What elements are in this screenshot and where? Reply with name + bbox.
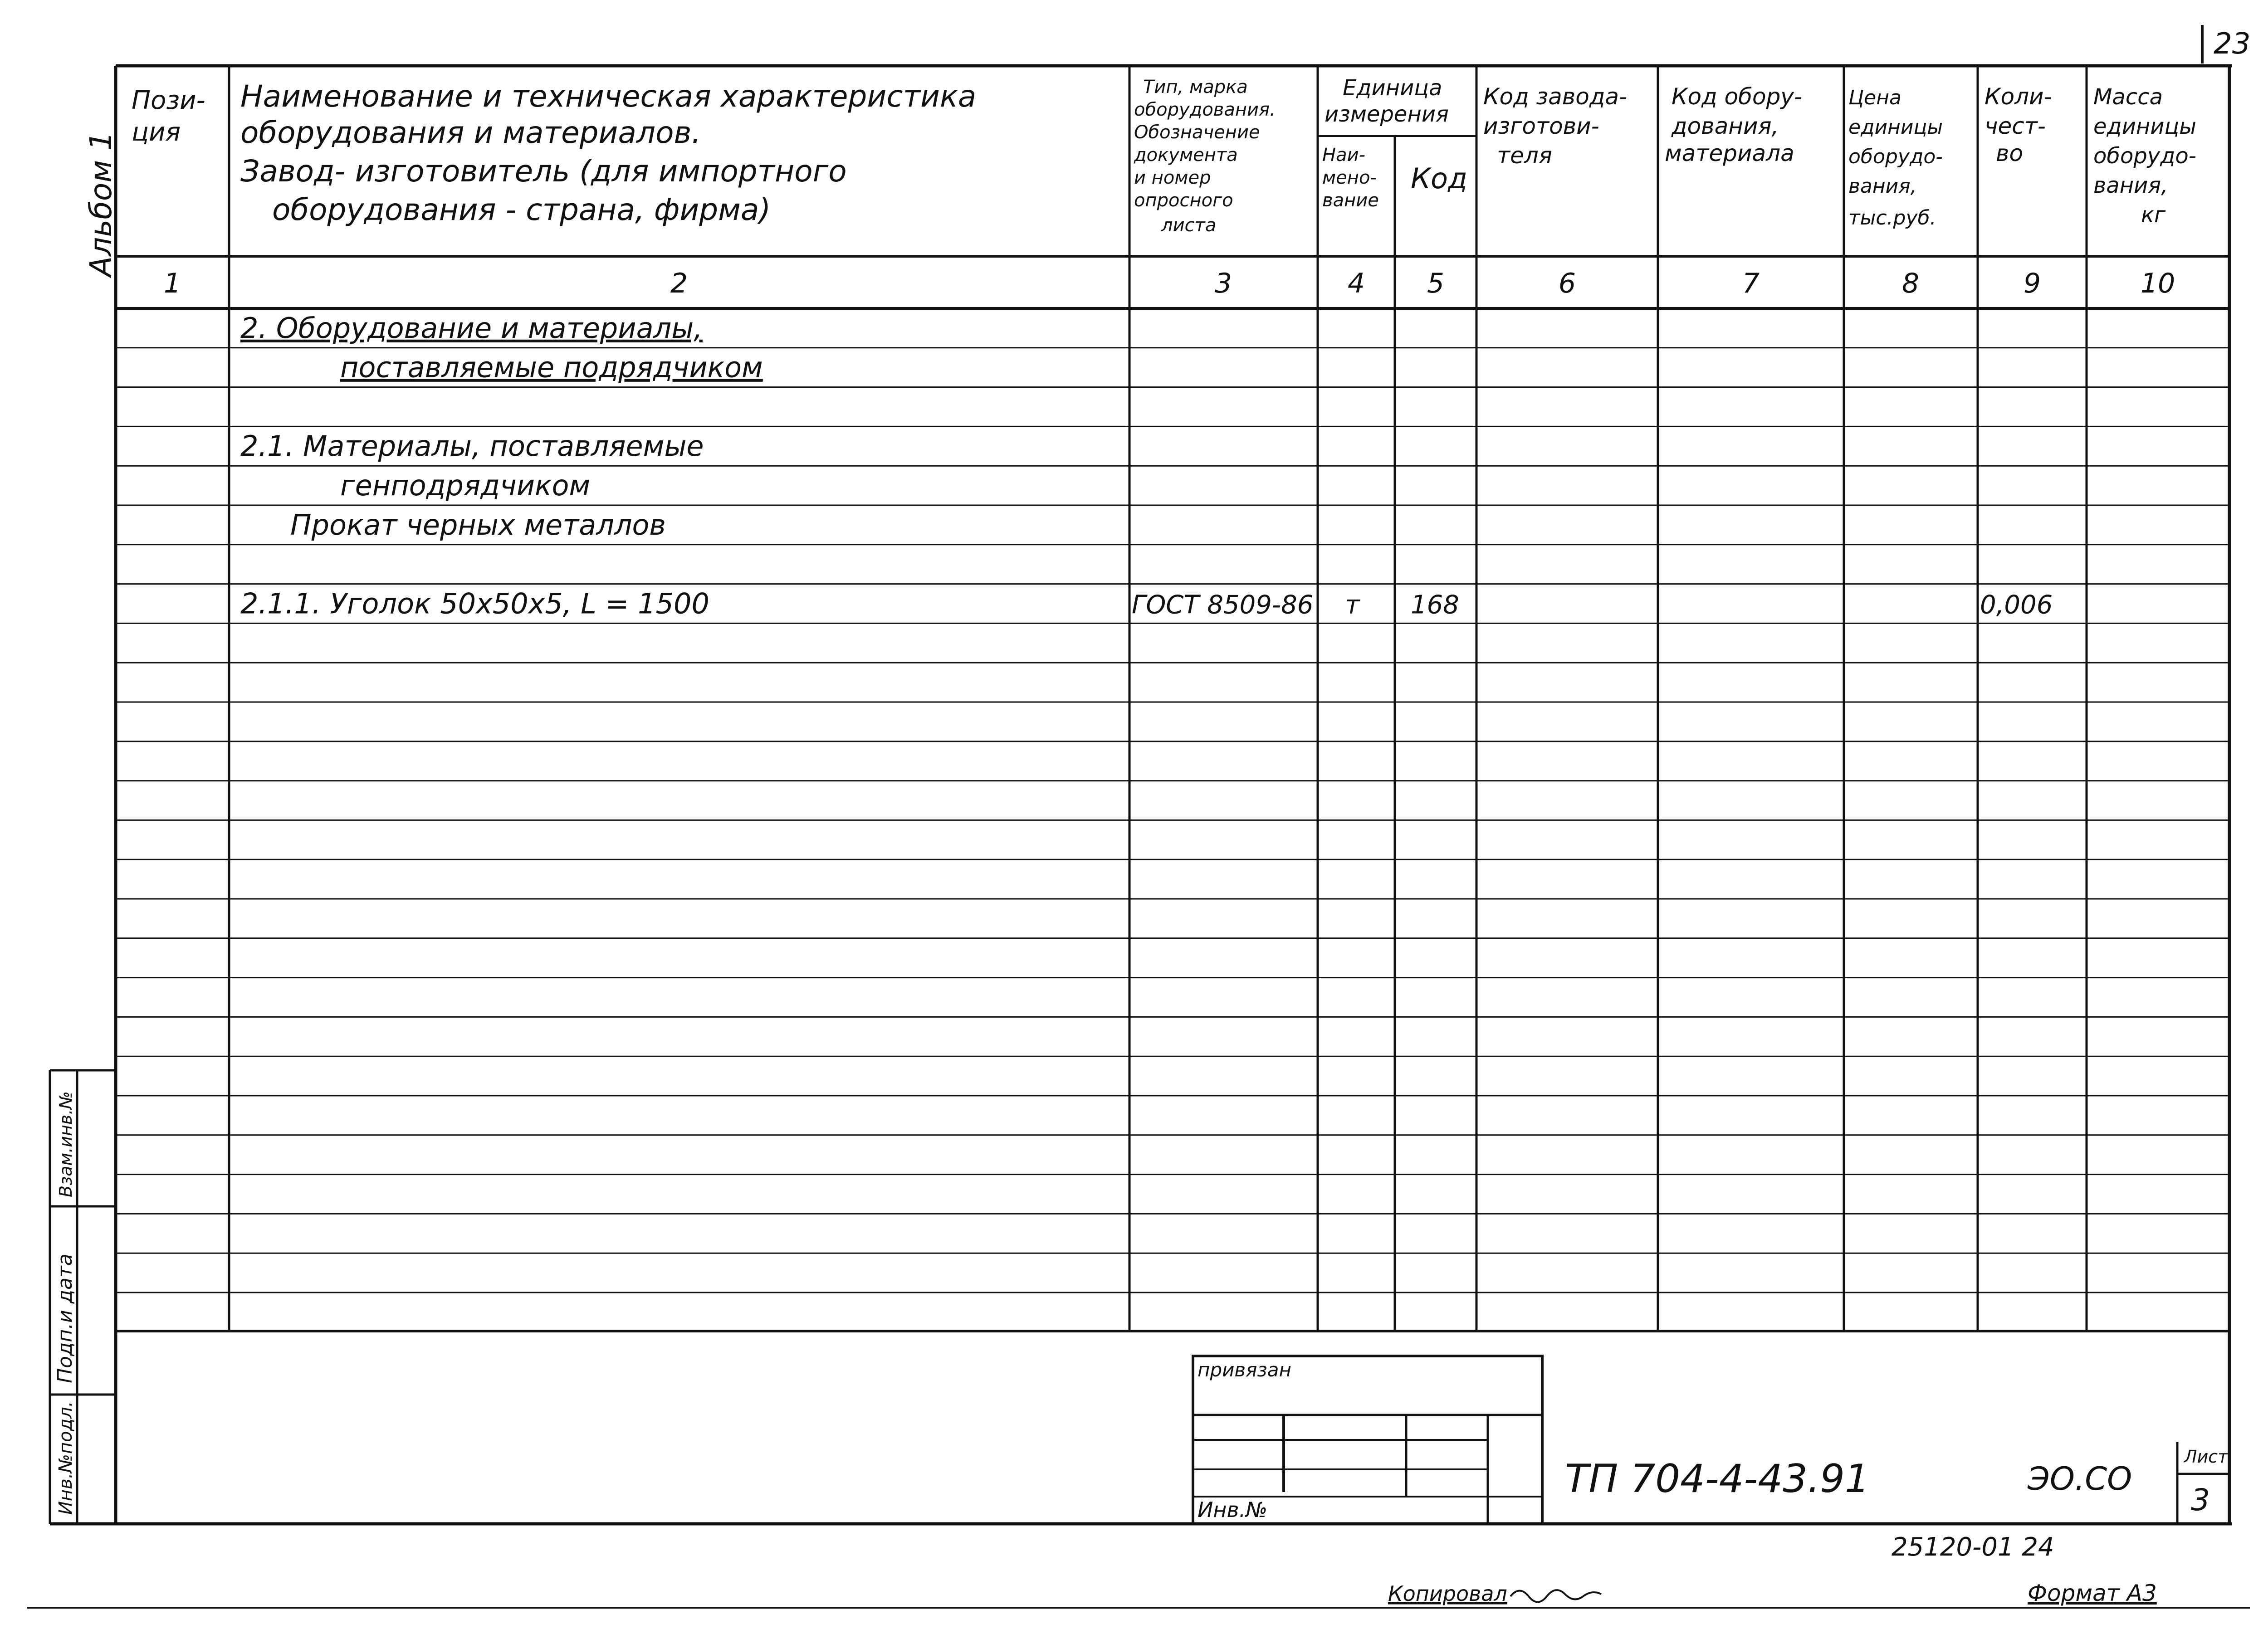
doc-code: ТП 704-4-43.91: [1565, 1456, 1870, 1502]
row-name: 2.1. Материалы, поставляемые: [240, 429, 704, 463]
header-col4: Наи- мено- вание: [1322, 145, 1379, 211]
row-name: Прокат черных металлов: [290, 508, 666, 541]
colnum-3: 3: [1214, 268, 1232, 299]
table-row: [340, 469, 590, 502]
colnum-9: 9: [2023, 268, 2041, 299]
colnum-5: 5: [1427, 268, 1445, 299]
row-type: ГОСТ 8509-86: [1132, 590, 1314, 620]
page-number: 23: [2214, 27, 2251, 61]
archive-number: 25120-01 24: [1892, 1532, 2054, 1562]
header-unit: Единица измерения: [1325, 75, 1449, 127]
header-col5: Код: [1411, 162, 1467, 195]
colnum-8: 8: [1901, 268, 1920, 299]
header-col10: Масса единицы оборудо- вания, кг: [2093, 84, 2197, 228]
table-row: [240, 587, 2053, 620]
colnum-4: 4: [1347, 268, 1365, 299]
row-name: 2.1.1. Уголок 50x50x5, L = 1500: [240, 587, 709, 620]
vzam-inv-label: Взам.инв.№: [56, 1091, 76, 1197]
copier-signature: [1510, 1590, 1601, 1602]
column-numbers: [164, 268, 2175, 299]
header-col9: Коли- чест- во: [1984, 83, 2052, 166]
colnum-7: 7: [1742, 268, 1760, 299]
table-row: [240, 312, 703, 345]
stamp-block: [1193, 1356, 2229, 1524]
header-col8: Цена единицы оборудо- вания, тыс.руб.: [1848, 86, 1943, 229]
header-col1: Пози- ция: [132, 86, 205, 147]
row-name: 2. Оборудование и материалы,: [240, 311, 703, 345]
copied-by-label: Копировал: [1388, 1581, 1507, 1606]
header-col2: Наименование и техническая характеристика оборудования и материалов. Завод- изготовитель (для импортного оборудования - страна, фирма): [240, 79, 977, 227]
row-code: 168: [1411, 590, 1459, 620]
podp-data-label: Подп.и дата: [54, 1254, 77, 1383]
colnum-2: 2: [670, 268, 688, 299]
row-unit: т: [1345, 590, 1360, 620]
inv-podl-label: Инв.№подл.: [55, 1401, 76, 1515]
privyazan-label: привязан: [1198, 1359, 1291, 1381]
header-col6: Код завода- изготови- теля: [1483, 83, 1628, 169]
row-name: поставляемые подрядчиком: [340, 351, 763, 384]
colnum-6: 6: [1558, 268, 1576, 299]
table-row: [340, 351, 763, 384]
row-name: генподрядчиком: [340, 469, 591, 502]
header-col3: Тип, марка оборудования. Обозначение документа и номер опросного листа: [1134, 77, 1276, 236]
sheet-label: Лист: [2184, 1447, 2228, 1467]
sheet-number: 3: [2191, 1483, 2210, 1517]
colnum-10: 10: [2140, 268, 2175, 299]
table-row: [290, 508, 666, 541]
inv-no-label: Инв.№: [1198, 1497, 1268, 1522]
colnum-1: 1: [163, 268, 181, 299]
table-row: [240, 429, 704, 463]
section-code: ЭО.СО: [2028, 1460, 2132, 1497]
row-qty: 0,006: [1980, 590, 2053, 620]
format-label: Формат А3: [2028, 1580, 2157, 1606]
album-label: Альбом 1: [83, 131, 118, 277]
header-col7: Код обору- дования, материала: [1665, 83, 1802, 166]
